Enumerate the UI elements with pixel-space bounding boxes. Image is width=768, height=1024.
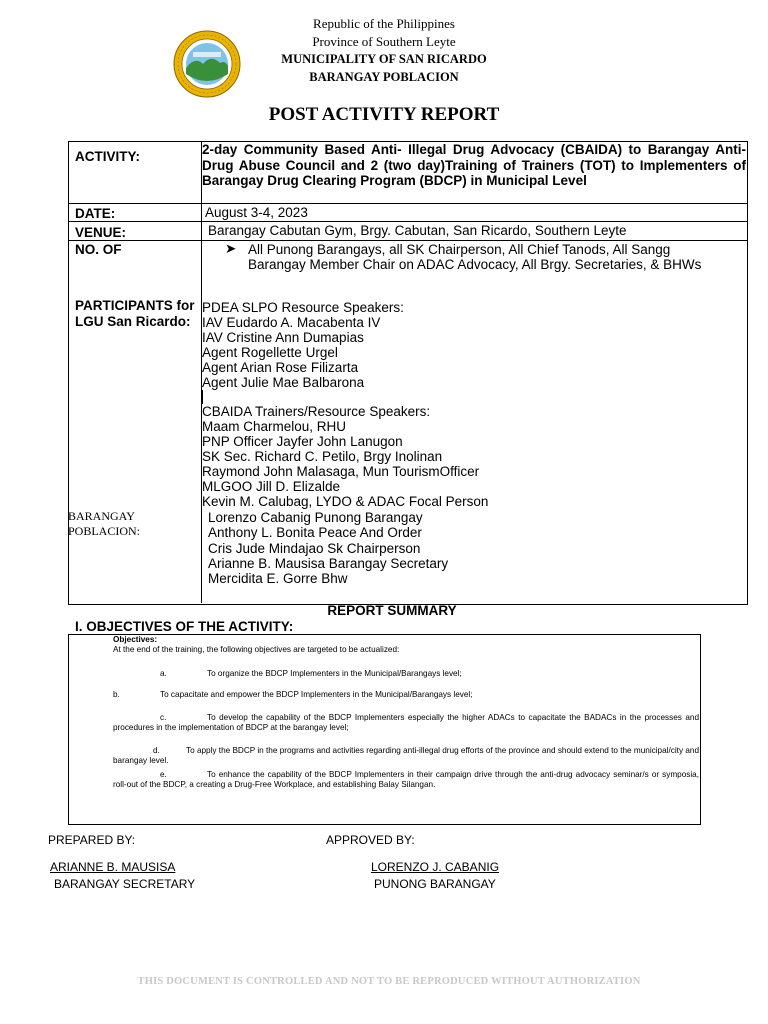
prepared-by-label: PREPARED BY: — [48, 833, 136, 847]
list-item: MLGOO Jill D. Elizalde — [202, 479, 341, 494]
pdea-speakers-list — [202, 300, 404, 390]
header-barangay: BARANGAY POBLACION — [309, 70, 459, 84]
objective-marker: b. — [113, 690, 120, 699]
approved-by-label: APPROVED BY: — [326, 833, 415, 847]
list-item: Agent Arian Rose Filizarta — [202, 360, 359, 375]
barangay-label: BARANGAY POBLACION: — [68, 509, 141, 538]
objectives-label: Objectives: — [113, 635, 158, 644]
approved-by-name: LORENZO J. CABANIG — [371, 860, 500, 874]
objective-item: To organize the BDCP Implementers in the Municipal/Barangays level; — [207, 669, 462, 678]
list-item: PNP Officer Jayfer John Lanugon — [202, 434, 403, 449]
table-row-divider — [68, 203, 747, 204]
list-item: Cris Jude Mindajao Sk Chairperson — [208, 540, 421, 556]
objective-item: To capacitate and empower the BDCP Implementers in the Municipal/Barangays level; — [160, 690, 473, 699]
cbaida-speakers-list — [202, 404, 488, 509]
header-republic: Republic of the Philippines — [313, 16, 455, 31]
list-item: IAV Cristine Ann Dumapias — [202, 330, 364, 345]
header-municipality: MUNICIPALITY OF SAN RICARDO — [281, 52, 487, 66]
list-item: Arianne B. Mausisa Barangay Secretary — [208, 555, 449, 571]
objective-item: To apply the BDCP in the programs and activities regarding anti-illegal drug efforts of the province and should extend to the municipal/city and barangay level. — [113, 746, 699, 765]
approved-by-title: PUNONG BARANGAY — [374, 877, 496, 891]
list-item: Raymond John Malasaga, Mun TourismOfficer — [202, 464, 480, 479]
document-footer: THIS DOCUMENT IS CONTROLLED AND NOT TO BE REPRODUCED WITHOUT AUTHORIZATION — [137, 976, 641, 987]
activity-label: ACTIVITY: — [75, 149, 140, 164]
activity-value: 2-day Community Based Anti- Illegal Drug Advocacy (CBAIDA) to Barangay Anti-Drug Abuse Council and 2 (two day)Training of Trainers (TOT) to Implementers of Barangay Drug Clearing Program (BDCP) in Municipal Level — [202, 142, 746, 188]
report-summary-title: REPORT SUMMARY — [327, 603, 457, 618]
objective-marker: a. — [160, 669, 167, 678]
objective-marker: e. — [160, 770, 167, 779]
list-item: Agent Rogellette Urgel — [202, 345, 338, 360]
no-of-label: NO. OF — [75, 242, 122, 257]
table-row-divider — [68, 240, 747, 241]
venue-label: VENUE: — [75, 225, 127, 240]
page-title: POST ACTIVITY REPORT — [268, 104, 500, 125]
table-row-divider — [68, 221, 747, 222]
participants-bullet: All Punong Barangays, all SK Chairperson, All Chief Tanods, All Sangg Barangay Member Chair on ADAC Advocacy, All Brgy. Secretaries, & BHWs — [248, 242, 702, 272]
list-item: SK Sec. Richard C. Petilo, Brgy Inolinan — [202, 449, 443, 464]
date-label: DATE: — [75, 206, 116, 221]
list-item: Anthony L. Bonita Peace And Order — [208, 525, 422, 541]
text-cursor — [202, 390, 203, 404]
list-item: Maam Charmelou, RHU — [202, 419, 347, 434]
participants-label: PARTICIPANTS for — [75, 298, 195, 313]
header-province: Province of Southern Leyte — [312, 34, 456, 49]
date-value: August 3-4, 2023 — [205, 205, 308, 220]
prepared-by-title: BARANGAY SECRETARY — [54, 877, 196, 891]
participants-label-lgu: LGU San Ricardo: — [75, 314, 191, 329]
list-item: CBAIDA Trainers/Resource Speakers: — [202, 404, 431, 419]
objective-item: To develop the capability of the BDCP Implementers especially the higher ADACs to capacitate the BADACs in the processes and procedures in the implementation of BDCP at the barangay level; — [113, 713, 699, 732]
list-item: PDEA SLPO Resource Speakers: — [202, 300, 404, 315]
barangay-officials-list — [208, 510, 448, 586]
prepared-by-name: ARIANNE B. MAUSISA — [50, 860, 176, 874]
bullet-arrow-icon: ➤ — [225, 241, 237, 256]
list-item: Mercidita E. Gorre Bhw — [208, 571, 348, 587]
list-item: IAV Eudardo A. Macabenta IV — [202, 315, 381, 330]
objectives-heading: I. OBJECTIVES OF THE ACTIVITY: — [75, 619, 294, 634]
objective-item: To enhance the capability of the BDCP Implementers in their campaign drive through the anti-drug advocacy seminar/s or symposia, roll-out of the BDCP, a creating a Drug-Free Workplace, and establishing Balay Silangan. — [113, 770, 699, 789]
list-item: Lorenzo Cabanig Punong Barangay — [208, 510, 423, 525]
list-item: Agent Julie Mae Balbarona — [202, 375, 365, 390]
objective-marker: c. — [160, 713, 167, 722]
objective-marker: d. — [153, 746, 160, 755]
list-item: Kevin M. Calubag, LYDO & ADAC Focal Person — [202, 494, 489, 509]
venue-value: Barangay Cabutan Gym, Brgy. Cabutan, San Ricardo, Southern Leyte — [208, 223, 627, 238]
objectives-intro: At the end of the training, the following objectives are targeted to be actualized: — [113, 645, 400, 654]
